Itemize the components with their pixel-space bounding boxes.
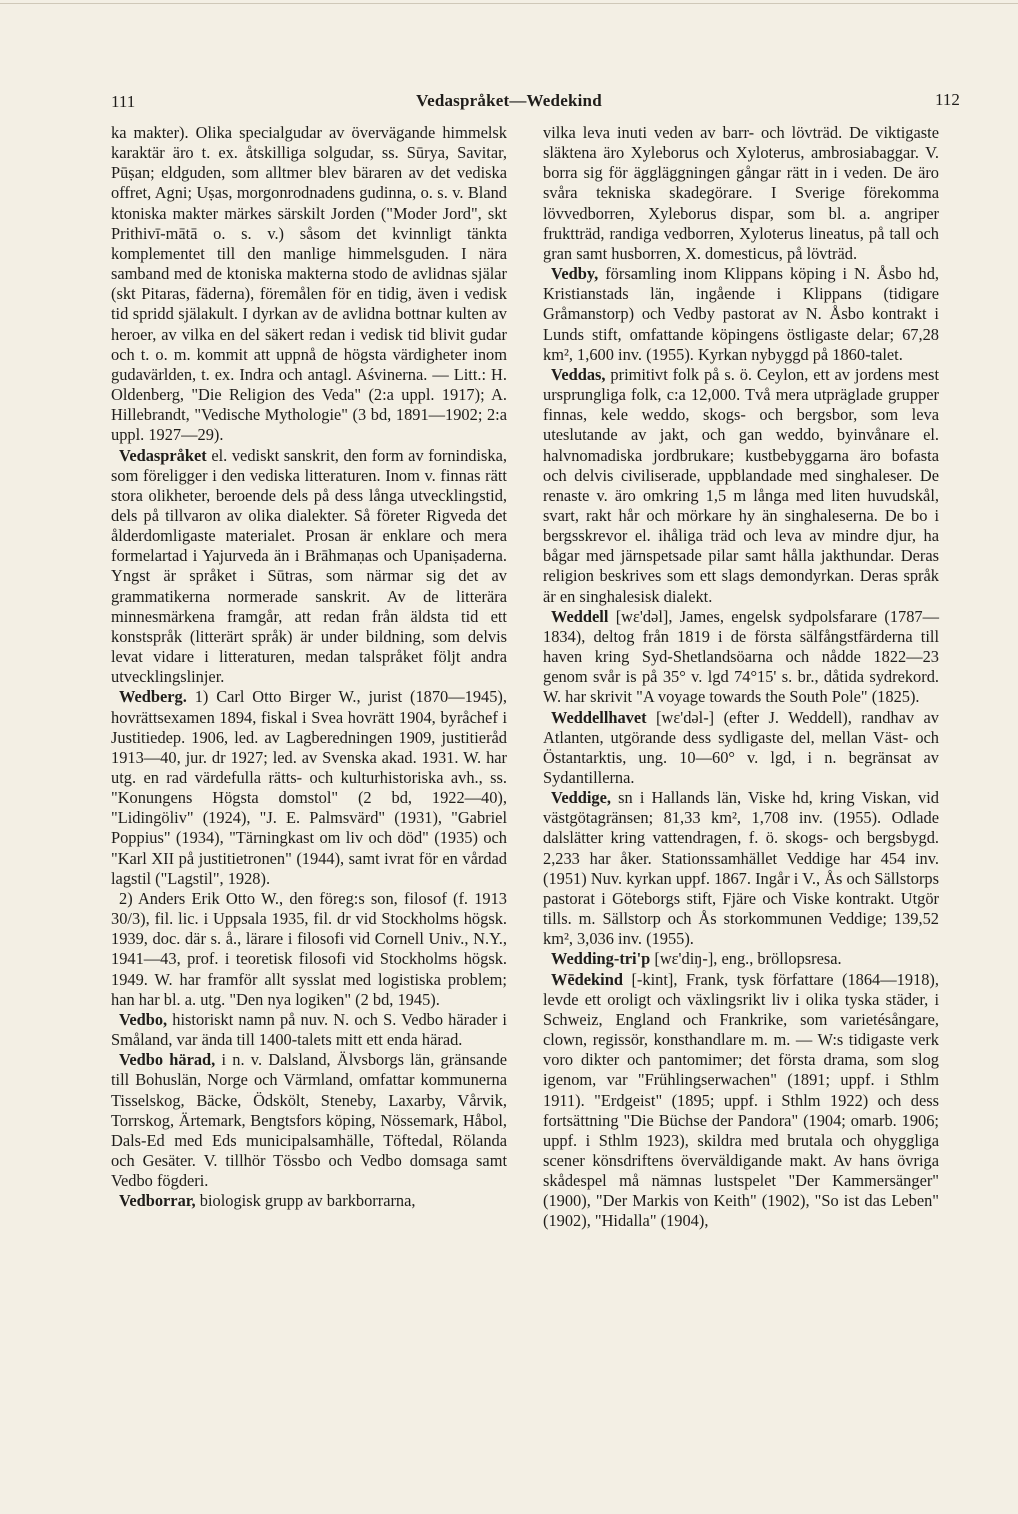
entry-headword: Wēdekind	[551, 969, 623, 989]
entry-headword: Weddellhavet	[551, 707, 647, 727]
entry-body: [wɛ'dəl], James, engelsk sydpolsfarare (1787—1834), deltog från 1819 i de första sälfångstfärderna till haven kring Syd-Shetlandsöarna och nådde 1822—23 genom svår is på 35° v. lgd 74°15' s. br., dåtida sydrekord. W. har skrivit "A voyage towards the South Pole" (1825).	[543, 606, 939, 707]
dictionary-entry	[543, 788, 939, 949]
entry-body: primitivt folk på s. ö. Ceylon, ett av jordens mest ursprungliga folk, c:a 12,000. Två mera utpräglade grupper finnas, kele weddo, skogs- och bergsbor, som leva uteslutande av jakt, och gan weddo, byinvånare el. halvnomadiska jordbrukare; kustbebyggarna äro bofasta och delvis civiliserade, uppblandade med singhaleser. De renaste v. äro omkring 1,5 m långa med liten huvudskål, svart, rakt hår och mörkare hy än singhaleserna. De bo i bergsskrevor el. ihåliga träd och leva av mindre djur, ha bågar med järnspetsade pilar samt hålla jakthundar. Deras religion beskrives som ett slags demondyrkan. Deras språk är en singhalesisk dialekt.	[543, 364, 939, 606]
dictionary-entry	[543, 708, 939, 789]
continued-text: ka makter). Olika specialgudar av övervägande himmelsk karaktär äro t. ex. åtskilliga solgudar, ss. Sūrya, Savitar, Pūṣan; eldguden, som alltmer blev bäraren av det vediska offret, Agni; Uṣas, morgonrodnadens gudinna, o. s. v. Bland ktoniska makter märkes särskilt Jorden ("Moder Jord", skt Prithivī-mātā o. s. v.) såsom det kvinnligt tänkta komplementet till den manlige himmelsguden. I nära samband med de ktoniska makterna stodo de avlidnas själar (skt Pitaras, fäderna), föremålen för en tidig, även i vedisk tid spridd själakult. I dyrkan av de avlidna bottnar kulten av heroer, av vilka en del säkert redan i vedisk tid blivit gudar och t. o. m. kommit att uppnå de högsta värdigheter inom gudavärlden, t. ex. Indra och antagl. Aśvinerna. — Litt.: H. Oldenberg, "Die Religion des Veda" (2:a uppl. 1917); A. Hillebrandt, "Vedische Mythologie" (3 bd, 1891—1902; 2:a uppl. 1927—29).	[111, 123, 507, 445]
dictionary-entry	[543, 365, 939, 607]
entry-body: [wɛ'dəl-] (efter J. Weddell), randhav av Atlanten, utgörande dess sydligaste del, mellan Väst- och Östantarktis, ung. 10—60° v. lgd, i n. begränsat av Sydantillerna.	[543, 707, 939, 787]
dictionary-entry	[111, 687, 507, 889]
entry-headword: Veddige,	[551, 788, 611, 808]
entry-headword: Vedbo,	[119, 1009, 168, 1029]
entry-headword: Vedbo härad,	[119, 1050, 216, 1070]
page-number-left: 111	[111, 92, 136, 111]
dictionary-entry	[111, 1010, 507, 1050]
dictionary-entry	[111, 446, 507, 688]
entry-headword: Veddas,	[551, 364, 606, 384]
dictionary-entry	[543, 949, 939, 969]
page-number-right: 112	[935, 90, 960, 109]
running-head: Vedaspråket—Wedekind	[416, 91, 602, 110]
entry-headword: Wedberg.	[119, 687, 187, 707]
entry-body: historiskt namn på nuv. N. och S. Vedbo härader i Småland, var ända till 1400-talets mitt ett enda härad.	[111, 1009, 507, 1050]
entry-headword: Vedaspråket	[119, 445, 207, 465]
entry-body: el. vediskt sanskrit, den form av fornindiska, som föreligger i den vediska litteraturen. Inom v. finnas rätt stora olikheter, beroende dels på dess långa utvecklingstid, dels på tillvaron av olika dialekter. Så företer Rigveda det ålderdomligaste materialet. Prosan är enklare och mera formelartad i Yajurveda än i Brāhmaṇas och Upaniṣaderna. Yngst är språket i Sūtras, som närmar sig det av grammatikerna normerade sanskrit. Av de litterära minnesmärkena framgår, att redan från äldsta tid ett konstspråk (litterärt språk) är under bildning, som delvis levat vidare i litteraturen, medan talspråket följt andra utvecklingslinjer.	[111, 445, 507, 687]
entry-headword: Vedby,	[551, 264, 599, 284]
entry-body: [wɛ'diŋ-], eng., bröllopsresa.	[650, 949, 842, 969]
entry-body: biologisk grupp av barkborrarna,	[195, 1191, 416, 1211]
continued-text: vilka leva inuti veden av barr- och lövträd. De viktigaste släktena äro Xyleborus och Xyloterus, ambrosiabaggar. V. borra sig för äggläggningen gångar rätt in i veden. De äro svåra tekniska skadegörare. I Sverige förekomma lövvedborren, Xyleborus dispar, som bl. a. angriper fruktträd, randiga vedborren, Xyloterus lineatus, på tall och gran samt husborren, X. domesticus, på lövträd.	[543, 123, 939, 263]
entry-headword: Wedding-tri'p	[551, 949, 651, 969]
dictionary-entry	[543, 607, 939, 708]
entry-body: i n. v. Dalsland, Älvsborgs län, gränsande till Bohuslän, Norge och Värmland, omfattar kommunerna Tisselskog, Bäcke, Ödskölt, Steneby, Laxarby, Vårvik, Torrskog, Ärtemark, Bengtsfors köping, Nössemark, Håbol, Dals-Ed med Eds municipalsamhälle, Töftedal, Rölanda och Gesäter. V. tillhör Tössbo och Vedbo domsaga samt Vedbo fögderi.	[111, 1050, 507, 1191]
entry-body: sn i Hallands län, Viske hd, kring Viskan, vid västgötagränsen; 81,33 km², 1,708 inv. (1955). Odlade dalslätter kring vattendragen, f. ö. skogs- och bergsbygd. 2,233 har åker. Stationssamhället Veddige har 454 inv. (1951) Nuv. kyrkan uppf. 1867. Ingår i V., Ås och Sällstorps pastorat i Göteborgs stift, Fjäre och Viske kontrakt. Utgör tills. m. Sällstorp och Ås storkommunen Veddige; 139,52 km², 3,036 inv. (1955).	[543, 788, 939, 949]
entry-body: församling inom Klippans köping i N. Åsbo hd, Kristianstads län, ingående i Klippans (tidigare Gråmanstorp) och Vedby pastorat av N. Åsbo kontrakt i Lunds stift, omfattande köpingens östligaste delar; 67,28 km², 1,600 inv. (1955). Kyrkan nybyggd på 1860-talet.	[543, 264, 939, 364]
dictionary-entry	[111, 1050, 507, 1191]
top-rule	[0, 3, 1018, 4]
left-column	[111, 123, 507, 1211]
entry-headword: Vedborrar,	[119, 1191, 196, 1211]
dictionary-entry	[111, 1191, 507, 1211]
entry-body: 1) Carl Otto Birger W., jurist (1870—1945), hovrättsexamen 1894, fiskal i Svea hovrätt 1904, byråchef i Justitiedep. 1906, led. av Lagberedningen 1909, justitieråd 1913—40, jur. dr 1927; led. av Svenska akad. 1931. W. har utg. en rad värdefulla rätts- och kulturhistoriska avh., ss. "Konungens Högsta domstol" (2 bd, 1922—40), "Lidingöliv" (1924), "J. E. Palmsvärd" (1931), "Gabriel Poppius" (1934), "Tärningkast om liv och död" (1935) och "Karl XII på justitietronen" (1944), samt ivrat för en vårdad lagstil ("Lagstil", 1928).	[111, 687, 507, 888]
dictionary-entry	[543, 264, 939, 365]
entry-body: [-kint], Frank, tysk författare (1864—1918), levde ett oroligt och växlingsrikt liv i olika tyska städer, i Schweiz, England och Frankrike, som varietésångare, clown, regissör, konsthandlare m. m. — W:s tidigaste verk voro dikter och pantomimer; det första drama, som slog igenom, var "Frühlingserwachen" (1891; uppf. i Sthlm 1911). "Erdgeist" (1895; uppf. i Sthlm 1922) och dess fortsättning "Die Büchse der Pandora" (1904; omarb. 1906; uppf. i Sthlm 1923), skildra med brutala och ohyggliga scener könsdriftens överväldigande makt. Av hans övriga skådespel må nämnas lustspelet "Der Kammersänger" (1900), "Der Markis von Keith" (1902), "So ist das Leben" (1902), "Hidalla" (1904),	[543, 969, 939, 1231]
dictionary-entry	[543, 970, 939, 1232]
entry-subsection: 2) Anders Erik Otto W., den föreg:s son, filosof (f. 1913 30/3), fil. lic. i Uppsala 1935, fil. dr vid Stockholms högsk. 1939, doc. där s. å., lärare i filosofi vid Cornell Univ., N.Y., 1941—43, prof. i teoretisk filosofi vid Stockholms högsk. 1949. W. har framför allt sysslat med logistiska problem; han har bl. a. utg. "Den nya logiken" (2 bd, 1945).	[111, 888, 507, 1009]
entry-headword: Weddell	[551, 606, 609, 626]
right-column	[543, 123, 939, 1232]
